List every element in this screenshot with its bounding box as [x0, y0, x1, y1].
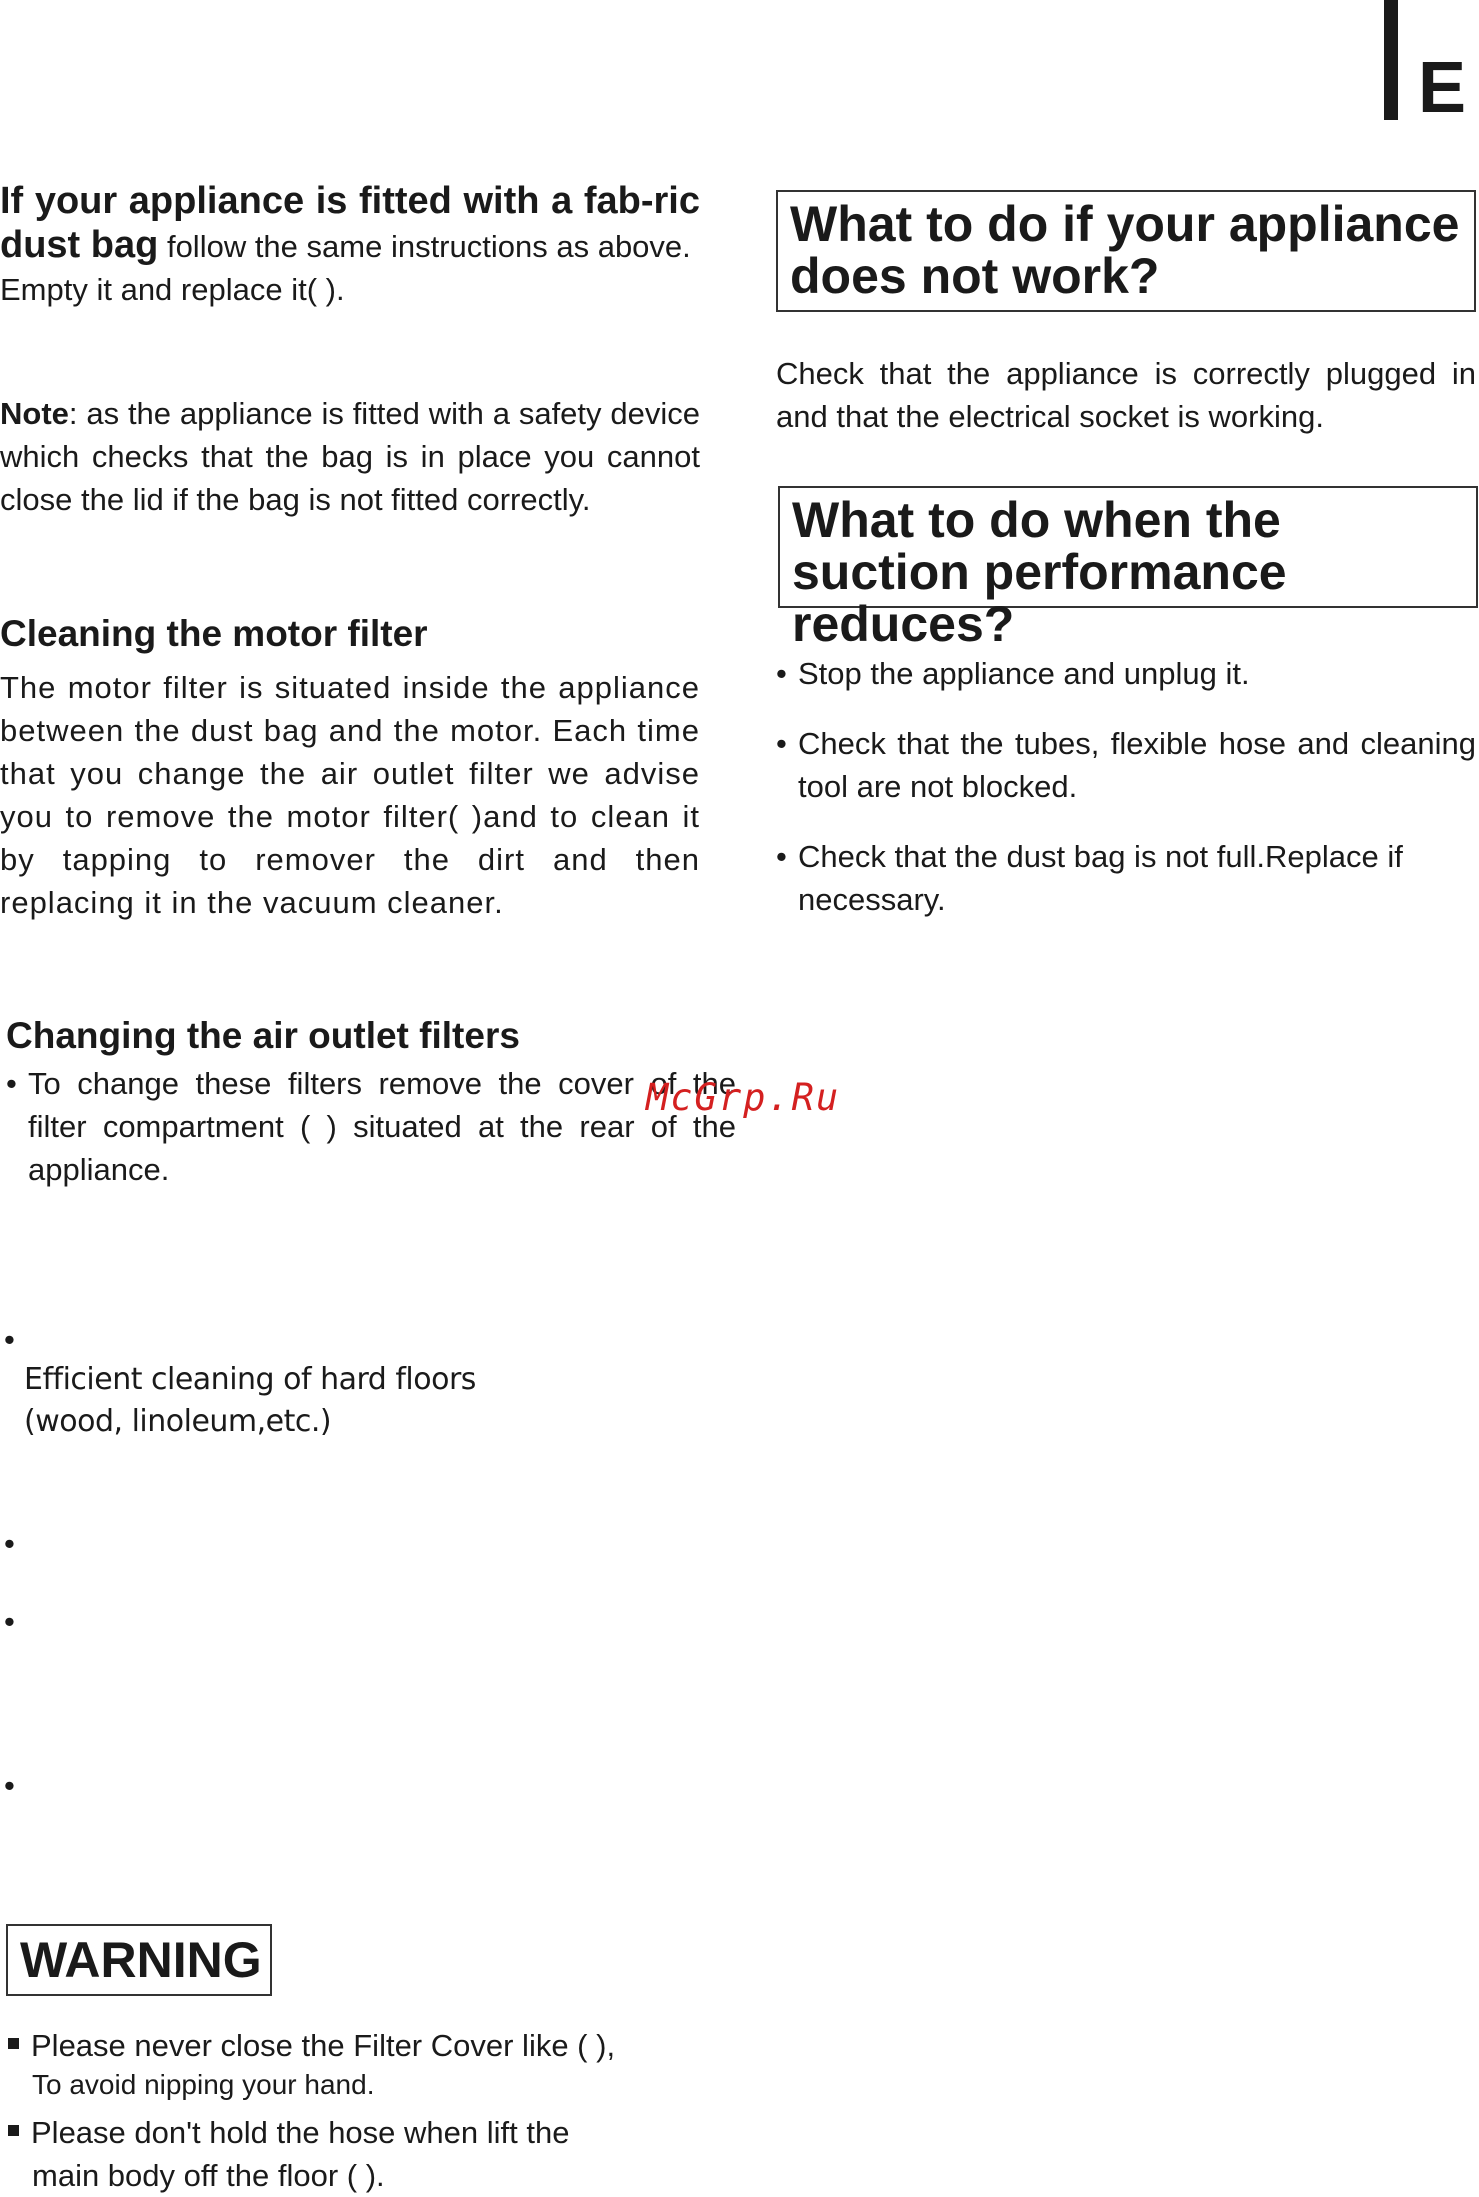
note-text: : as the appliance is fitted with a safety device which checks that the bag is in place you cannot close the lid if the bag is not fitted correctly.	[0, 396, 700, 517]
square-bullet-icon	[8, 2125, 19, 2136]
blank-bullet: •	[4, 1322, 15, 1357]
suction-item-text: Stop the appliance and unplug it.	[798, 656, 1250, 691]
blank-bullet: •	[4, 1768, 15, 1803]
air-outlet-bullet	[6, 1062, 736, 1191]
warning-1-line-b: To avoid nipping your hand.	[32, 2069, 375, 2100]
square-bullet-icon	[8, 2038, 19, 2049]
blank-bullet: •	[4, 1526, 15, 1561]
suction-heading: What to do when the suction performance reduces?	[778, 486, 1478, 608]
language-marker-bar	[1384, 0, 1398, 120]
bullet-dot: •	[776, 839, 787, 874]
watermark: McGrp.Ru	[646, 1076, 841, 1119]
suction-item	[776, 835, 1476, 921]
warning-2-line-b: main body off the floor ( ).	[32, 2158, 385, 2193]
note-section	[0, 392, 700, 521]
warning-title: WARNING	[6, 1924, 272, 1996]
language-letter: E	[1418, 48, 1467, 128]
motor-filter-heading: Cleaning the motor filter	[0, 613, 428, 654]
fabric-bag-section	[0, 180, 700, 311]
suction-item	[776, 722, 1476, 808]
warning-2-line-a: Please don't hold the hose when lift the	[31, 2115, 570, 2150]
efficient-line-2: (wood, linoleum,etc.)	[24, 1404, 332, 1439]
fabric-bag-lead: If your appliance is fitted with a fab-ric dust bag	[0, 180, 700, 266]
air-outlet-heading: Changing the air outlet filters	[6, 1015, 520, 1056]
warning-item-2	[8, 2111, 748, 2154]
motor-filter-section	[0, 612, 700, 924]
warning-list	[8, 2024, 748, 2197]
blank-bullet: •	[4, 1604, 15, 1639]
not-work-text: Check that the appliance is correctly plugged in and that the electrical socket is working.	[776, 356, 1476, 434]
fabric-bag-paragraph	[0, 180, 700, 268]
motor-filter-text: The motor filter is situated inside the appliance between the dust bag and the motor. Each time that you change the air outlet filter we advise you to remove the motor filter( )and to clean it by tapping to remover the dirt and then replacing it in the vacuum cleaner.	[0, 670, 700, 920]
warning-item-1	[8, 2024, 748, 2067]
suction-list	[776, 652, 1476, 921]
not-work-heading: What to do if your appliance does not work?	[776, 190, 1476, 312]
air-outlet-text: To change these filters remove the cover of the filter compartment ( ) situated at the rear of the appliance.	[28, 1066, 736, 1187]
air-outlet-section	[6, 1014, 736, 1191]
warning-1-line-a: Please never close the Filter Cover like ( ),	[31, 2028, 616, 2063]
efficient-line-1: Efficient cleaning of hard floors	[24, 1362, 476, 1397]
bullet-dot: •	[776, 726, 787, 761]
suction-item-text: Check that the tubes, flexible hose and cleaning tool are not blocked.	[798, 726, 1476, 804]
suction-item	[776, 652, 1476, 695]
note-paragraph	[0, 392, 700, 521]
bullet-dot: •	[6, 1066, 17, 1101]
note-label: Note	[0, 396, 69, 431]
suction-item-text: Check that the dust bag is not full.Replace if necessary.	[798, 839, 1403, 917]
empty-line: Empty it and replace it( ).	[0, 272, 345, 307]
bullet-dot: •	[776, 656, 787, 691]
fabric-bag-rest: follow the same instructions as above.	[166, 229, 691, 264]
